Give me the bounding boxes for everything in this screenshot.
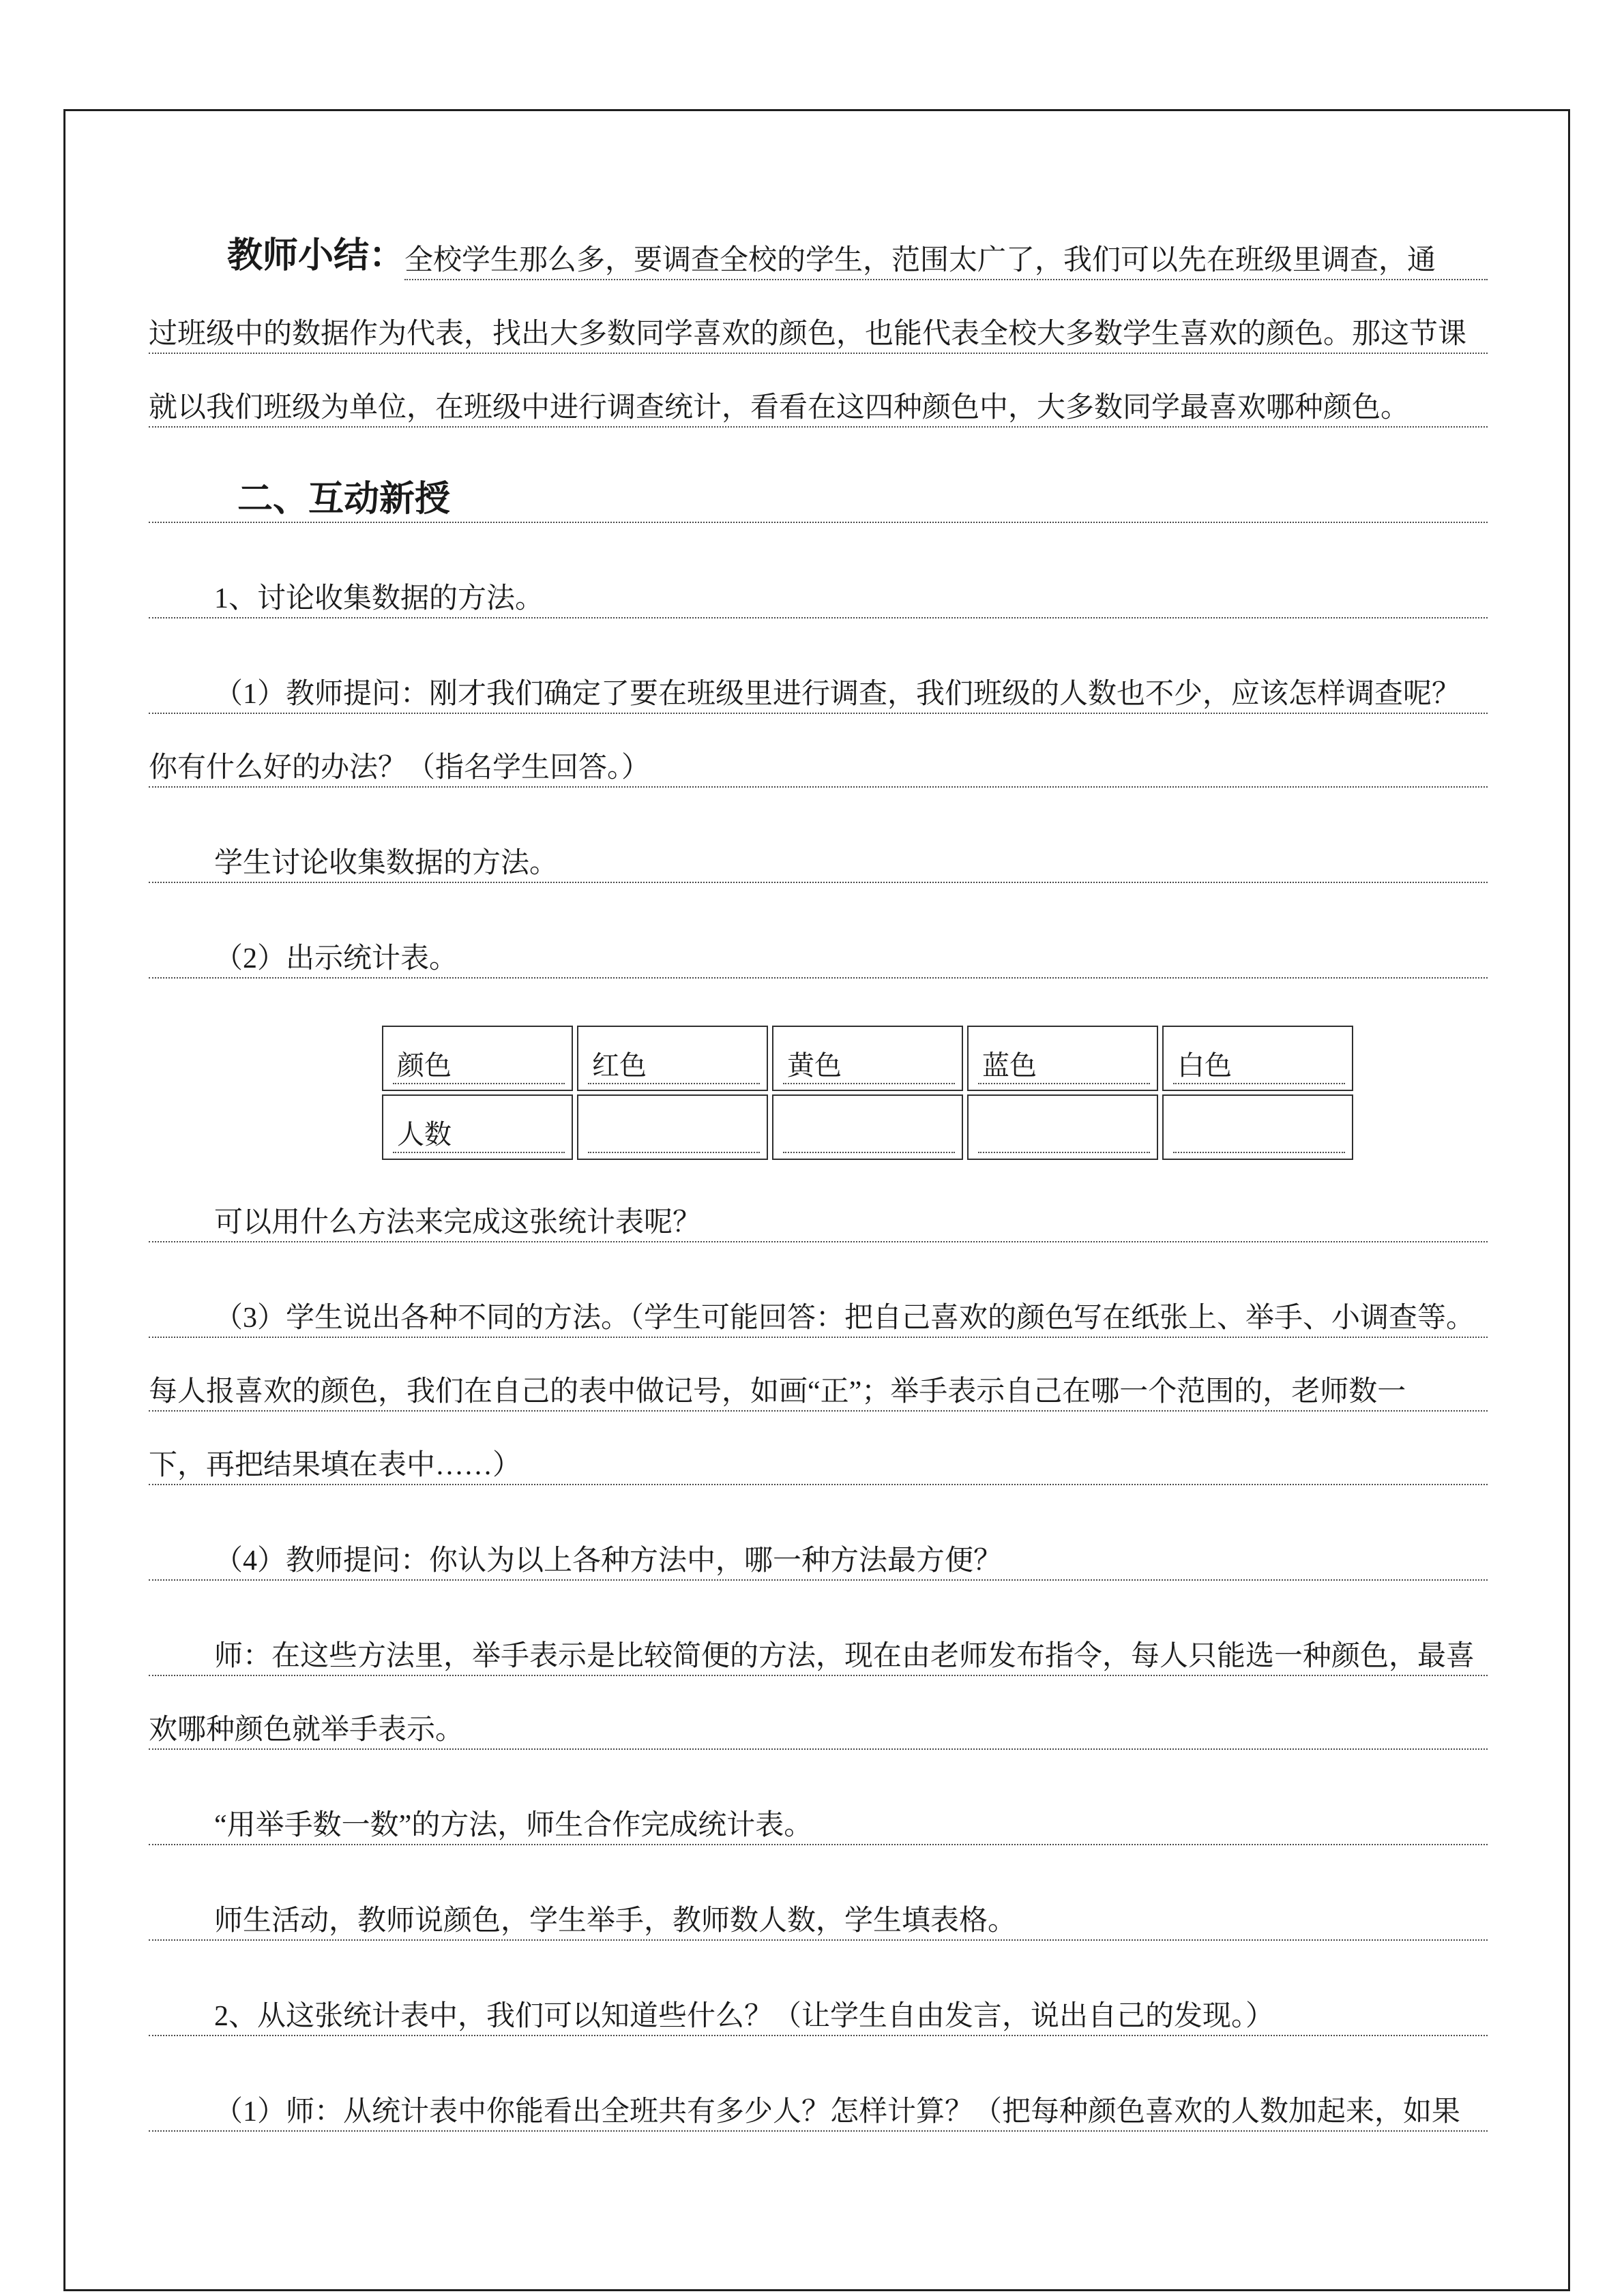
count-value-cell-white xyxy=(1162,1094,1353,1160)
teacher-summary-paragraph xyxy=(149,207,1488,428)
student-discussion-line: 学生讨论收集数据的方法。 xyxy=(149,809,1488,883)
table-header-row xyxy=(382,1026,1353,1091)
activity-line: 师生活动，教师说颜色，学生举手，教师数人数，学生填表格。 xyxy=(149,1867,1488,1941)
blue-label: 蓝色 xyxy=(978,1047,1150,1084)
count-value-cell-blue xyxy=(967,1094,1158,1160)
student-methods-line-1: （3）学生说出各种不同的方法。（学生可能回答：把自己喜欢的颜色写在纸张上、举手、小调查等。 xyxy=(149,1264,1488,1338)
color-label: 颜色 xyxy=(393,1047,565,1084)
summary-line-1 xyxy=(149,207,1488,280)
raise-hands-method-line: “用举手数一数”的方法，师生合作完成统计表。 xyxy=(149,1772,1488,1845)
cell-yellow xyxy=(772,1026,963,1091)
step1-title: 1、讨论收集数据的方法。 xyxy=(149,545,1488,618)
count-value-cell-red xyxy=(577,1094,768,1160)
red-label: 红色 xyxy=(588,1047,760,1084)
cell-blue xyxy=(967,1026,1158,1091)
count-value-red xyxy=(588,1116,760,1153)
student-methods-line-2: 每人报喜欢的颜色，我们在自己的表中做记号，如画“正”；举手表示自己在哪一个范围的，老师数一 xyxy=(149,1338,1488,1412)
count-value-blue xyxy=(978,1116,1150,1153)
teacher-question-1-paragraph xyxy=(149,640,1488,788)
count-value-yellow xyxy=(783,1116,955,1153)
count-value-white xyxy=(1173,1116,1345,1153)
count-label: 人数 xyxy=(393,1116,565,1153)
count-value-cell-yellow xyxy=(772,1094,963,1160)
teacher-question-1-line-2: 你有什么好的办法？（指名学生回答。） xyxy=(149,714,1488,788)
summary-line-3: 就以我们班级为单位，在班级中进行调查统计，看看在这四种颜色中，大多数同学最喜欢哪种颜色。 xyxy=(149,354,1488,428)
cell-red xyxy=(577,1026,768,1091)
table-question-line: 可以用什么方法来完成这张统计表呢？ xyxy=(149,1169,1488,1242)
show-table-line: （2）出示统计表。 xyxy=(149,905,1488,979)
summary-line-2: 过班级中的数据作为代表，找出大多数同学喜欢的颜色，也能代表全校大多数学生喜欢的颜色。那这节课 xyxy=(149,280,1488,354)
cell-color-label xyxy=(382,1026,573,1091)
teacher-explanation-paragraph xyxy=(149,1602,1488,1750)
table-count-row xyxy=(382,1094,1353,1160)
teacher-explanation-line-1: 师：在这些方法里，举手表示是比较简便的方法，现在由老师发布指令，每人只能选一种颜色，最喜 xyxy=(149,1602,1488,1676)
document-content xyxy=(65,111,1568,2132)
summary-lead: 教师小结： xyxy=(227,237,405,275)
cell-count-label xyxy=(382,1094,573,1160)
document-frame xyxy=(63,109,1570,2291)
student-methods-paragraph xyxy=(149,1264,1488,1485)
statistics-table xyxy=(378,1022,1357,1163)
student-methods-line-3: 下，再把结果填在表中……） xyxy=(149,1412,1488,1485)
teacher-question-1-line-1: （1）教师提问：刚才我们确定了要在班级里进行调查，我们班级的人数也不少，应该怎样调查呢？ xyxy=(149,640,1488,714)
cell-white xyxy=(1162,1026,1353,1091)
summary-line-1-text: 全校学生那么多，要调查全校的学生，范围太广了，我们可以先在班级里调查，通 xyxy=(404,246,1488,280)
teacher-explanation-line-2: 欢哪种颜色就举手表示。 xyxy=(149,1676,1488,1750)
yellow-label: 黄色 xyxy=(783,1047,955,1084)
teacher-question-4-line: （4）教师提问：你认为以上各种方法中，哪一种方法最方便？ xyxy=(149,1507,1488,1581)
section-heading: 二、互动新授 xyxy=(149,449,1488,523)
total-count-question-line: （1）师：从统计表中你能看出全班共有多少人？怎样计算？（把每种颜色喜欢的人数加起来，如果 xyxy=(149,2058,1488,2132)
white-label: 白色 xyxy=(1173,1047,1345,1084)
step2-title: 2、从这张统计表中，我们可以知道些什么？（让学生自由发言，说出自己的发现。） xyxy=(149,1963,1488,2036)
